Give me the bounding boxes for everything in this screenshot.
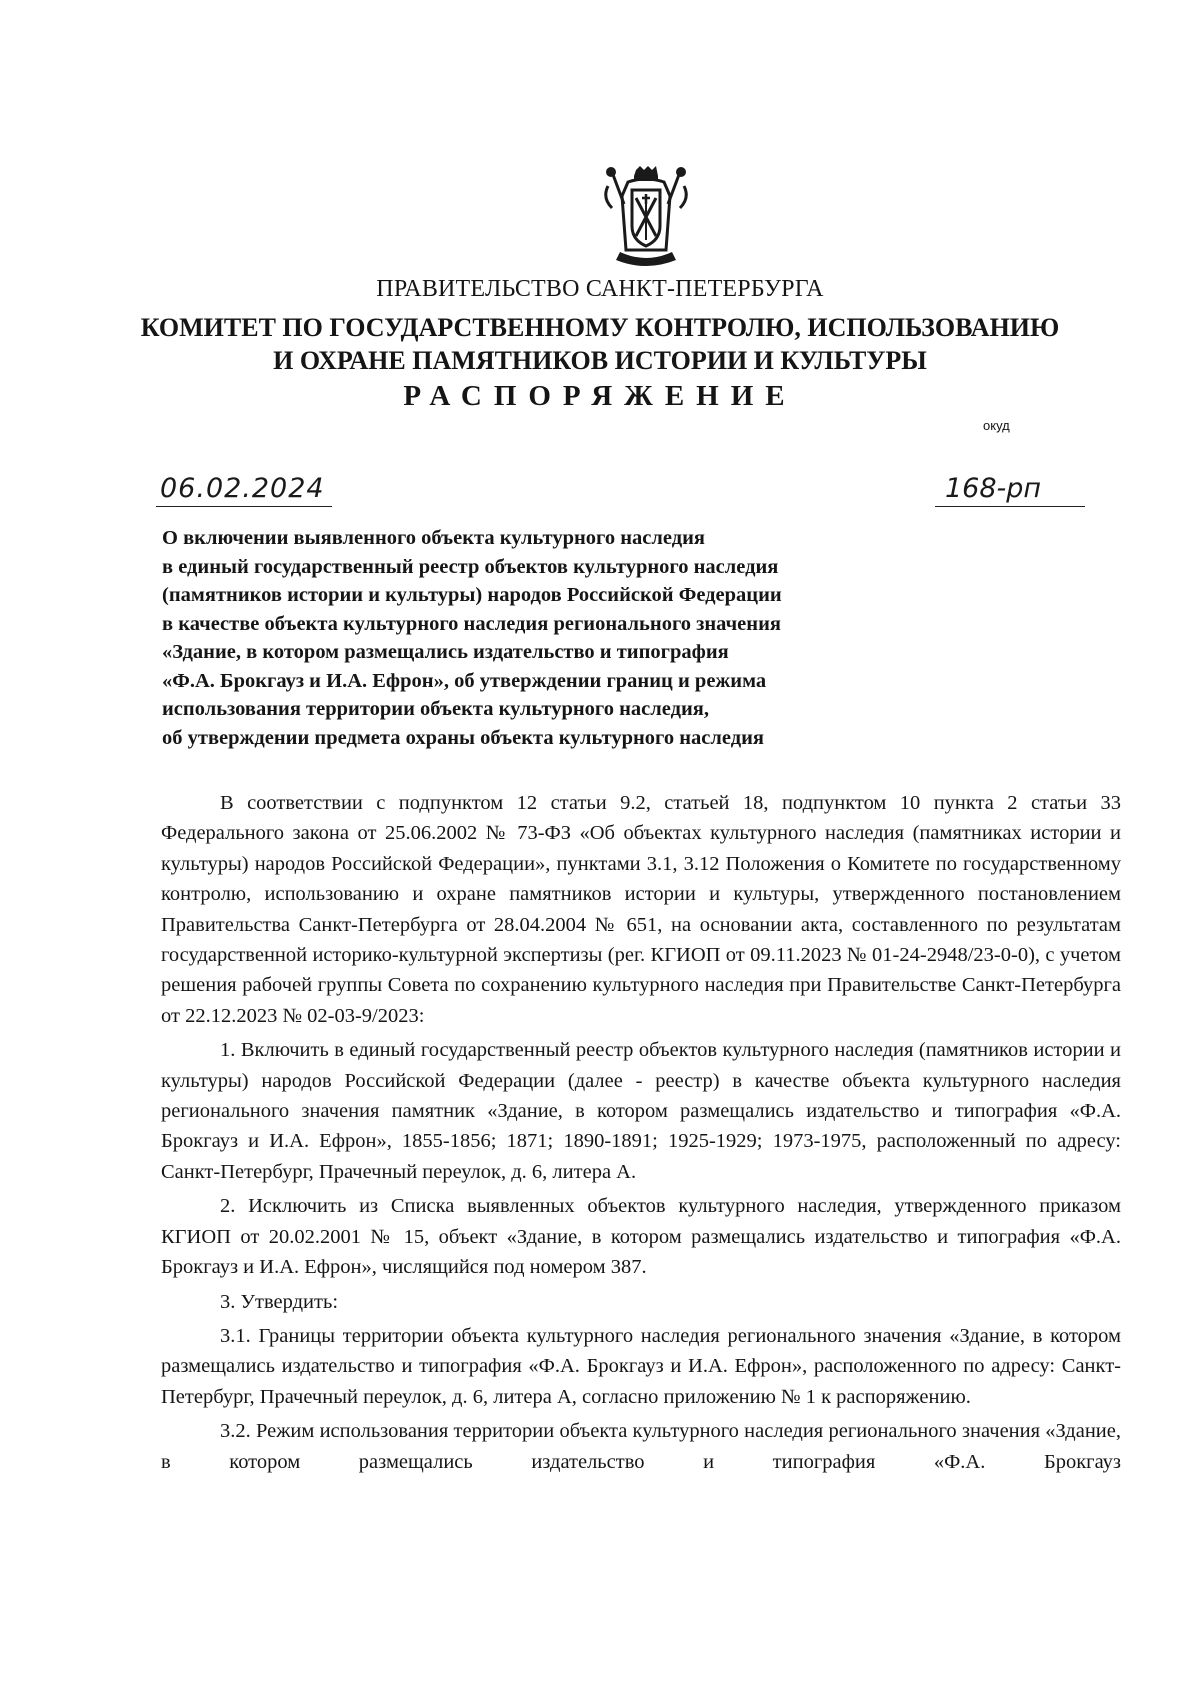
document-date-field <box>156 473 332 507</box>
government-name: ПРАВИТЕЛЬСТВО САНКТ-ПЕТЕРБУРГА <box>376 276 824 302</box>
committee-name-line-1: КОМИТЕТ ПО ГОСУДАРСТВЕННОМУ КОНТРОЛЮ, ИСПОЛЬЗОВАНИЮ <box>140 313 1060 342</box>
document-number-field <box>935 473 1085 507</box>
item-3-2-paragraph: 3.2. Режим использования территории объекта культурного наследия регионального значения «Здание, в котором размещались издательство и типография «Ф.А. Брокгауз <box>161 1420 1121 1473</box>
document-subject <box>162 524 782 752</box>
okud-label: окуд <box>983 418 1010 433</box>
item-1-paragraph: 1. Включить в единый государственный реестр объектов культурного наследия (памятников истории и культуры) народов Российской Федерации (далее - реестр) в качестве объекта культурного наследия регионального значения памятник «Здание, в котором размещались издательство и типография «Ф.А. Брокгауз и И.А. Ефрон», 1855-1856; 1871; 1890-1891; 1925-1929; 1973-1975, расположенный по адресу: Санкт-Петербург, Прачечный переулок, д. 6, литера А. <box>161 1039 1121 1183</box>
subject-line: (памятников истории и культуры) народов Российской Федерации <box>162 584 782 606</box>
item-3-paragraph: 3. Утвердить: <box>220 1290 339 1313</box>
document-number: 168-рп <box>945 473 1042 504</box>
subject-line: «Ф.А. Брокгауз и И.А. Ефрон», об утверждении границ и режима <box>162 669 767 692</box>
subject-line: О включении выявленного объекта культурного наследия <box>162 527 705 549</box>
subject-line: «Здание, в котором размещались издательство и типография <box>162 641 729 663</box>
subject-line: в единый государственный реестр объектов культурного наследия <box>162 555 779 578</box>
document-type-title: РАСПОРЯЖЕНИЕ <box>403 380 797 412</box>
committee-name <box>0 311 1200 377</box>
subject-line: использования территории объекта культурного наследия, <box>162 698 709 720</box>
st-petersburg-coat-of-arms-icon <box>598 164 694 268</box>
preamble-paragraph: В соответствии с подпунктом 12 статьи 9.2, статьей 18, подпунктом 10 пункта 2 статьи 33 Федерального закона от 25.06.2002 № 73-ФЗ «Об объектах культурного наследия (памятниках истории и культуры) народов Российской Федерации», пунктами 3.1, 3.12 Положения о Комитете по государственному контролю, использованию и охране памятников истории и культуры, утвержденного постановлением Правительства Санкт-Петербурга от 28.04.2004 № 651, на основании акта, составленного по результатам государственной историко-культурной экспертизы (рег. КГИОП от 09.11.2023 № 01-24-2948/23-0-0), с учетом решения рабочей группы Совета по сохранению культурного наследия при Правительстве Санкт-Петербурга от 22.12.2023 № 02-03-9/2023: <box>161 792 1121 1027</box>
subject-line: об утверждении предмета охраны объекта культурного наследия <box>162 726 764 749</box>
subject-line: в качестве объекта культурного наследия регионального значения <box>162 612 781 635</box>
item-2-paragraph: 2. Исключить из Списка выявленных объектов культурного наследия, утвержденного приказом КГИОП от 20.02.2001 № 15, объект «Здание, в котором размещались издательство и типография «Ф.А. Брокгауз и И.А. Ефрон», числящийся под номером 387. <box>161 1195 1121 1279</box>
document-date: 06.02.2024 <box>160 473 325 504</box>
document-body <box>161 788 1121 1477</box>
item-3-1-paragraph: 3.1. Границы территории объекта культурного наследия регионального значения «Здание, в котором размещались издательство и типография «Ф.А. Брокгауз и И.А. Ефрон», расположенного по адресу: Санкт-Петербург, Прачечный переулок, д. 6, литера А, согласно приложению № 1 к распоряжению. <box>161 1324 1121 1408</box>
committee-name-line-2: И ОХРАНЕ ПАМЯТНИКОВ ИСТОРИИ И КУЛЬТУРЫ <box>273 346 927 375</box>
